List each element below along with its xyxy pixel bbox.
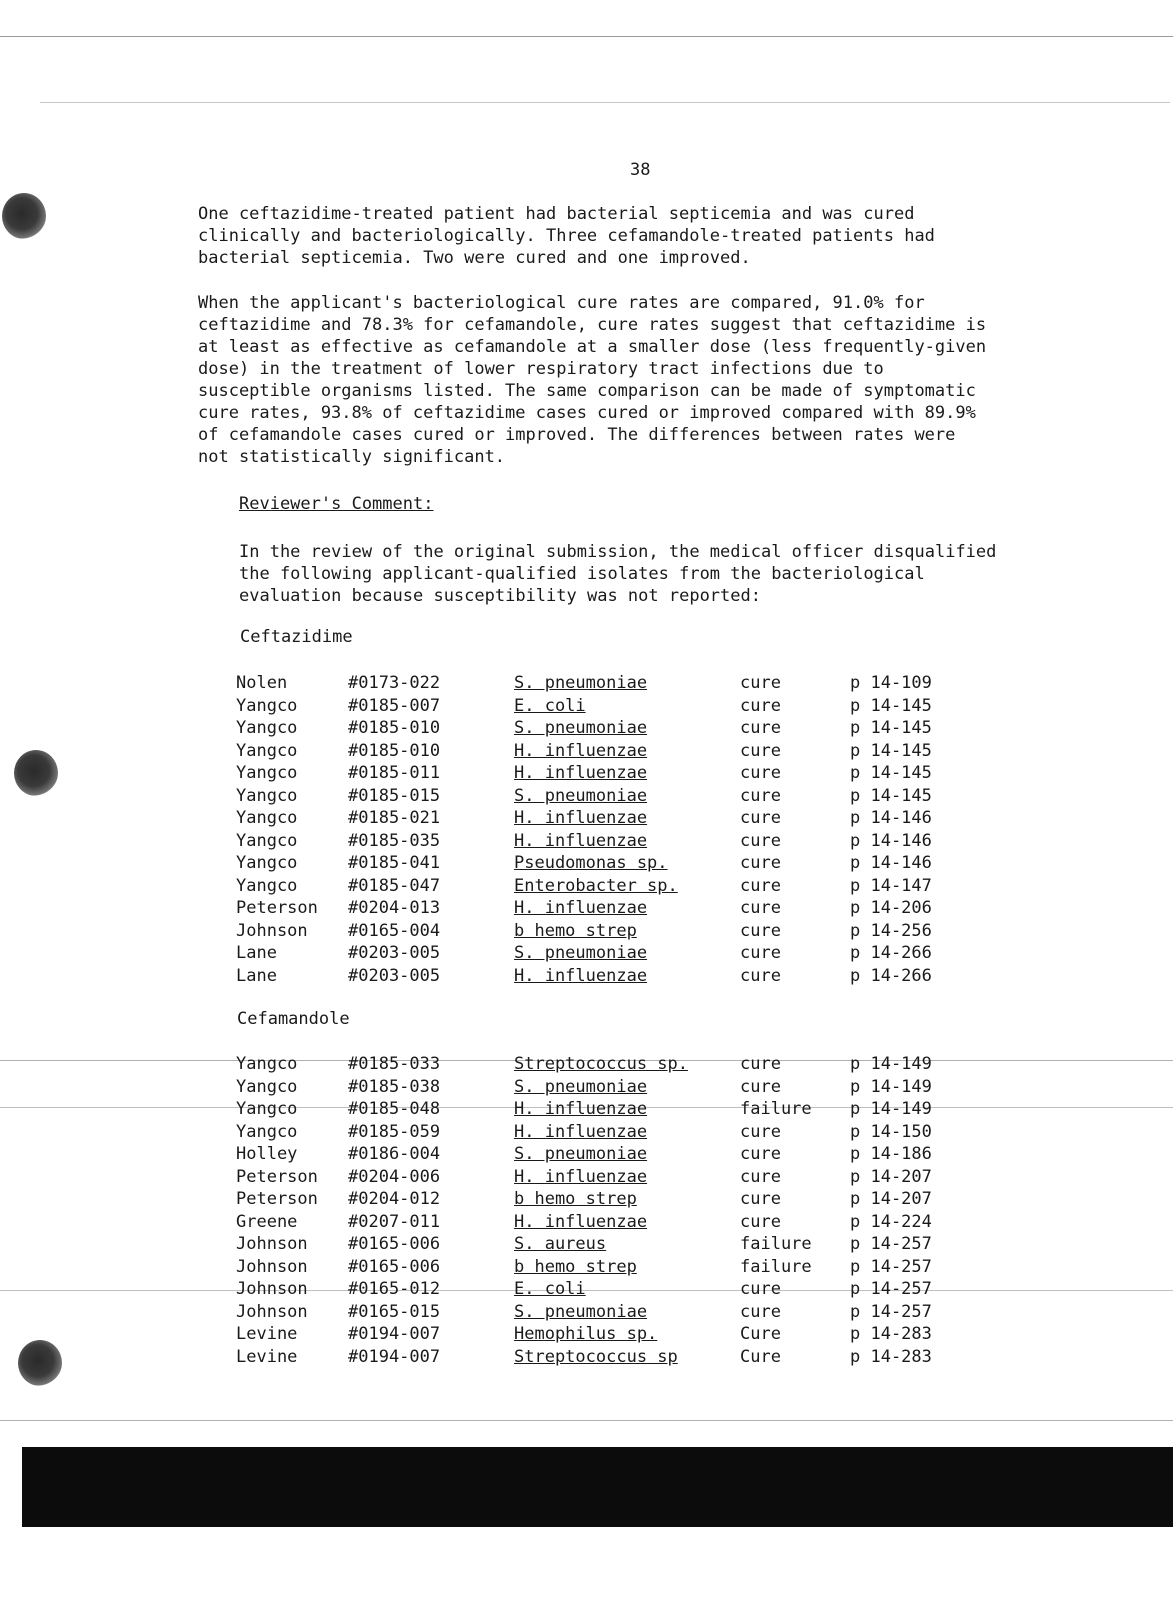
punch-hole — [14, 750, 58, 796]
page-reference: p 14-257 — [850, 1234, 932, 1254]
organism: S. pneumoniae — [514, 718, 648, 738]
scan-line — [40, 102, 1170, 103]
result: failure — [740, 1099, 812, 1119]
organism: H. influenzae — [514, 763, 648, 783]
page-reference: p 14-207 — [850, 1166, 932, 1187]
organism: H. influenzae — [514, 898, 648, 918]
patient-name: Yangco — [236, 853, 298, 873]
page-reference: p 14-224 — [850, 1211, 932, 1232]
organism: E. coli — [514, 1279, 586, 1299]
scan-line — [0, 36, 1173, 37]
page-reference: p 14-145 — [850, 785, 932, 806]
patient-id: #0185-011 — [348, 763, 441, 783]
patient-id: #0204-012 — [348, 1189, 441, 1209]
patient-name: Yangco — [236, 740, 298, 761]
organism: b hemo strep — [514, 920, 637, 941]
page-reference: p 14-145 — [850, 695, 932, 716]
patient-name: Levine — [236, 1324, 298, 1344]
patient-id: #0203-005 — [348, 965, 441, 986]
page-reference: p 14-283 — [850, 1324, 932, 1344]
patient-name: Holley — [236, 1144, 298, 1164]
page-reference: p 14-109 — [850, 673, 932, 693]
result: cure — [740, 673, 781, 693]
page-reference: p 14-145 — [850, 718, 932, 738]
patient-id: #0204-013 — [348, 898, 441, 918]
organism: H. influenzae — [514, 965, 648, 986]
organism: H. influenzae — [514, 808, 648, 828]
organism: S. pneumoniae — [514, 943, 648, 963]
page-reference: p 14-257 — [850, 1301, 932, 1322]
patient-id: #0185-007 — [348, 695, 441, 716]
ceftazidime-heading: Ceftazidime — [240, 627, 353, 647]
patient-name: Peterson — [236, 1166, 318, 1187]
reviewer-comment-heading: Reviewer's Comment: — [239, 494, 434, 514]
patient-id: #0194-007 — [348, 1324, 441, 1344]
patient-id: #0185-038 — [348, 1076, 441, 1097]
page-reference: p 14-257 — [850, 1279, 932, 1299]
page-reference: p 14-150 — [850, 1121, 932, 1142]
organism: S. pneumoniae — [514, 1144, 648, 1164]
patient-id: #0185-015 — [348, 785, 441, 806]
page-reference: p 14-256 — [850, 920, 932, 941]
page-reference: p 14-147 — [850, 875, 932, 896]
organism: S. pneumoniae — [514, 1076, 648, 1097]
patient-id: #0165-006 — [348, 1234, 441, 1254]
patient-name: Peterson — [236, 898, 318, 918]
patient-id: #0186-004 — [348, 1144, 441, 1164]
organism: S. aureus — [514, 1234, 607, 1254]
patient-name: Johnson — [236, 1301, 308, 1322]
patient-name: Yangco — [236, 875, 298, 896]
result: cure — [740, 695, 781, 716]
result: cure — [740, 965, 781, 986]
scan-bottom-bar — [22, 1447, 1173, 1527]
organism: H. influenzae — [514, 740, 648, 761]
patient-name: Greene — [236, 1211, 298, 1232]
organism: S. pneumoniae — [514, 673, 648, 693]
patient-name: Yangco — [236, 785, 298, 806]
result: cure — [740, 1189, 781, 1209]
result: cure — [740, 1076, 781, 1097]
patient-name: Johnson — [236, 1279, 308, 1299]
page-reference: p 14-206 — [850, 898, 932, 918]
organism: Streptococcus sp. — [514, 1054, 688, 1074]
organism: b hemo strep — [514, 1256, 637, 1277]
result: cure — [740, 898, 781, 918]
patient-name: Yangco — [236, 1121, 298, 1142]
scan-line — [0, 1290, 1173, 1291]
patient-name: Lane — [236, 965, 277, 986]
patient-id: #0173-022 — [348, 673, 441, 693]
organism: H. influenzae — [514, 1211, 648, 1232]
result: cure — [740, 808, 781, 828]
result: cure — [740, 785, 781, 806]
patient-name: Yangco — [236, 830, 298, 851]
result: cure — [740, 740, 781, 761]
page-reference: p 14-146 — [850, 830, 932, 851]
patient-name: Peterson — [236, 1189, 318, 1209]
page-reference: p 14-149 — [850, 1076, 932, 1097]
patient-id: #0185-048 — [348, 1099, 441, 1119]
result: failure — [740, 1256, 812, 1277]
organism: b hemo strep — [514, 1189, 637, 1209]
patient-id: #0165-006 — [348, 1256, 441, 1277]
page-reference: p 14-145 — [850, 763, 932, 783]
result: cure — [740, 1121, 781, 1142]
organism: H. influenzae — [514, 830, 648, 851]
patient-name: Johnson — [236, 1256, 308, 1277]
organism: H. influenzae — [514, 1166, 648, 1187]
result: cure — [740, 1301, 781, 1322]
page-reference: p 14-257 — [850, 1256, 932, 1277]
page-reference: p 14-149 — [850, 1054, 932, 1074]
cefamandole-heading: Cefamandole — [237, 1009, 350, 1029]
paragraph-cure-rates: When the applicant's bacteriological cure rates are compared, 91.0% for ceftazidime and 78.3% for cefamandole, cure rates suggest that ceftazidime is at least as effective as cefamandole at a smaller dose (less frequently-given dose) in the treatment of lower respiratory tract infections due to susceptible organisms listed. The same comparison can be made of symptomatic cure rates, 93.8% of ceftazidime cases cured or improved compared with 89.9% of cefamandole cases cured or improved. The differences between rates were not statistically significant. — [198, 293, 987, 467]
result: Cure — [740, 1324, 781, 1344]
result: cure — [740, 1054, 781, 1074]
result: cure — [740, 718, 781, 738]
page-reference: p 14-146 — [850, 853, 932, 873]
page-reference: p 14-283 — [850, 1346, 932, 1367]
page-reference: p 14-146 — [850, 808, 932, 828]
page-reference: p 14-266 — [850, 943, 932, 963]
result: cure — [740, 853, 781, 873]
result: failure — [740, 1234, 812, 1254]
patient-name: Yangco — [236, 695, 298, 716]
patient-id: #0203-005 — [348, 943, 441, 963]
patient-id: #0185-010 — [348, 740, 441, 761]
paragraph-septicemia: One ceftazidime-treated patient had bacterial septicemia and was cured clinically and bacteriologically. Three cefamandole-treated patients had bacterial septicemia. Two were cured and one improved. — [198, 204, 935, 268]
patient-name: Yangco — [236, 1054, 298, 1074]
page-reference: p 14-266 — [850, 965, 932, 986]
patient-id: #0185-059 — [348, 1121, 441, 1142]
punch-hole — [2, 193, 46, 239]
organism: H. influenzae — [514, 1121, 648, 1142]
organism: E. coli — [514, 695, 586, 716]
result: cure — [740, 920, 781, 941]
result: cure — [740, 1144, 781, 1164]
patient-name: Yangco — [236, 1099, 298, 1119]
patient-name: Yangco — [236, 718, 298, 738]
patient-id: #0185-021 — [348, 808, 441, 828]
patient-id: #0185-035 — [348, 830, 441, 851]
result: cure — [740, 943, 781, 963]
organism: S. pneumoniae — [514, 785, 648, 806]
patient-name: Johnson — [236, 1234, 308, 1254]
scan-line — [0, 1420, 1173, 1421]
patient-id: #0185-033 — [348, 1054, 441, 1074]
organism: S. pneumoniae — [514, 1301, 648, 1322]
page-reference: p 14-149 — [850, 1099, 932, 1119]
patient-id: #0207-011 — [348, 1211, 441, 1232]
organism: Hemophilus sp. — [514, 1324, 658, 1344]
patient-name: Yangco — [236, 1076, 298, 1097]
patient-id: #0165-012 — [348, 1279, 441, 1299]
patient-name: Lane — [236, 943, 277, 963]
result: cure — [740, 763, 781, 783]
patient-name: Yangco — [236, 763, 298, 783]
page-number: 38 — [630, 160, 651, 180]
patient-name: Nolen — [236, 673, 288, 693]
organism: Pseudomonas sp. — [514, 853, 668, 873]
organism: Enterobacter sp. — [514, 875, 678, 896]
punch-hole — [18, 1340, 62, 1386]
patient-id: #0165-004 — [348, 920, 441, 941]
result: cure — [740, 875, 781, 896]
result: Cure — [740, 1346, 781, 1367]
result: cure — [740, 1279, 781, 1299]
organism: Streptococcus sp — [514, 1346, 678, 1367]
page-reference: p 14-145 — [850, 740, 932, 761]
result: cure — [740, 1166, 781, 1187]
result: cure — [740, 830, 781, 851]
patient-id: #0194-007 — [348, 1346, 441, 1367]
patient-id: #0204-006 — [348, 1166, 441, 1187]
result: cure — [740, 1211, 781, 1232]
patient-name: Yangco — [236, 808, 298, 828]
patient-id: #0185-010 — [348, 718, 441, 738]
organism: H. influenzae — [514, 1099, 648, 1119]
patient-id: #0185-047 — [348, 875, 441, 896]
patient-name: Johnson — [236, 920, 308, 941]
page-reference: p 14-207 — [850, 1189, 932, 1209]
patient-name: Levine — [236, 1346, 298, 1367]
patient-id: #0185-041 — [348, 853, 441, 873]
patient-id: #0165-015 — [348, 1301, 441, 1322]
reviewer-comment-text: In the review of the original submission, the medical officer disqualified the following applicant-qualified isolates from the bacteriological evaluation because susceptibility was not reported: — [239, 542, 997, 606]
page-reference: p 14-186 — [850, 1144, 932, 1164]
